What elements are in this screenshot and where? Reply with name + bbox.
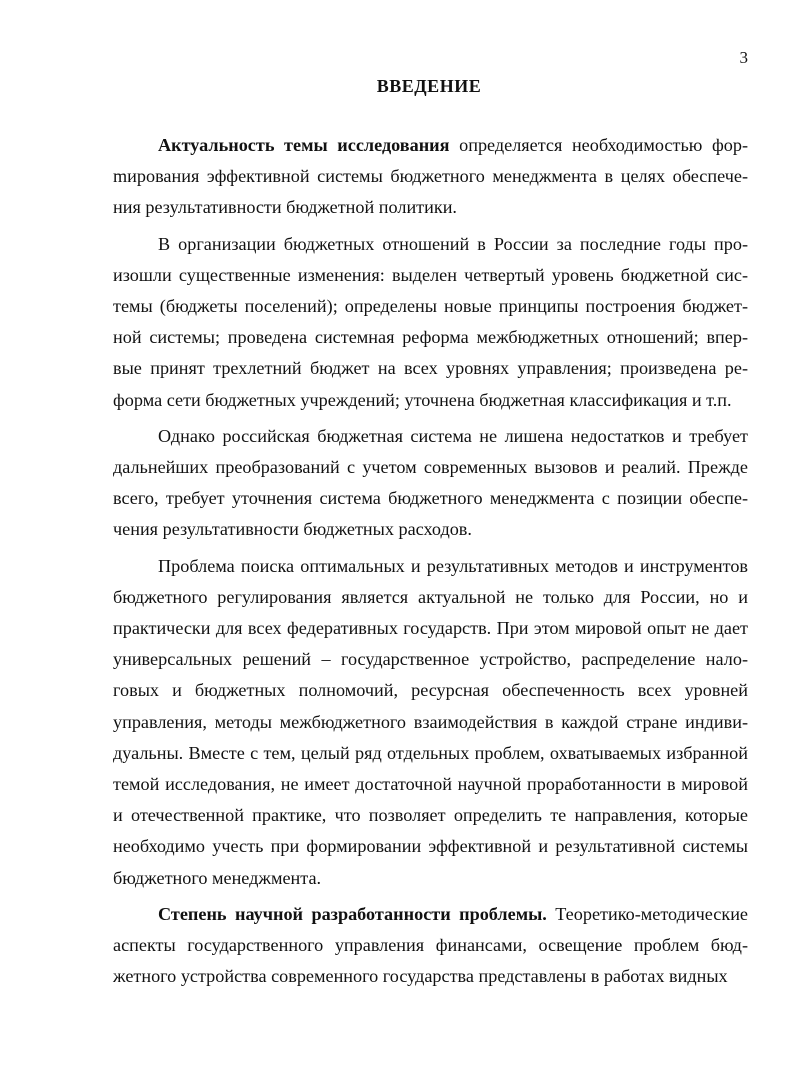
- paragraph-budget-changes: [113, 229, 748, 416]
- page-number: 3: [739, 48, 748, 67]
- paragraph-text: Проблема поиска оптимальных и результативных методов и инструментов бюджетного регулирования является актуальной не только для России, но и практически для всех федеративных государств. При этом мировой опыт не дает универсальных решений – государственное устройство, распределение налоговых и бюджетных полномочий, ресурсная обеспеченность всех уровней управления, методы межбюджетного взаимодействия в каждой стране индивидуальны. Вместе с тем, целый ряд отдельных проблем, охватываемых избранной темой исследования, не имеет достаточной научной проработанности в мировой и отечественной практике, что позволяет определить те направления, которые необходимо учесть при формировании эффективной и результативной системы бюджетного менеджмента.: [113, 555, 748, 888]
- paragraph-text: Теоретико-методические аспекты государственного управления финансами, освещение проблем бюджетного устройства современного государства представлены в работах видных: [113, 903, 748, 987]
- paragraph-lead-bold: Актуальность темы исследования: [158, 135, 450, 155]
- document-body: [113, 130, 748, 997]
- paragraph-text: определяется необходимостью форmирования эффективной системы бюджетного менеджмента в целях обеспечения результативности бюджетной политики.: [113, 135, 748, 218]
- paragraph-text: Однако российская бюджетная система не лишена недостатков и требует дальнейших преобразований с учетом современных вызовов и реалий. Прежде всего, требует уточнения система бюджетного менеджмента с позиции обеспечения результативности бюджетных расходов.: [113, 425, 748, 540]
- paragraph-relevance: [113, 130, 748, 224]
- paragraph-text: В организации бюджетных отношений в России за последние годы произошли существенные изменения: выделен четвертый уровень бюджетной системы (бюджеты поселений); определены новые принципы построения бюджетной системы; проведена системная реформа межбюджетных отношений; впервые принят трехлетний бюджет на всех уровнях управления; произведена реформа сети бюджетных учреждений; уточнена бюджетная классификация и т.п.: [113, 233, 748, 410]
- paragraph-shortcomings: [113, 421, 748, 546]
- paragraph-degree-of-research: [113, 899, 748, 993]
- section-title: ВВЕДЕНИЕ: [376, 76, 482, 96]
- paragraph-problem: [113, 551, 748, 894]
- paragraph-lead-bold: Степень научной разработанности проблемы.: [158, 903, 547, 924]
